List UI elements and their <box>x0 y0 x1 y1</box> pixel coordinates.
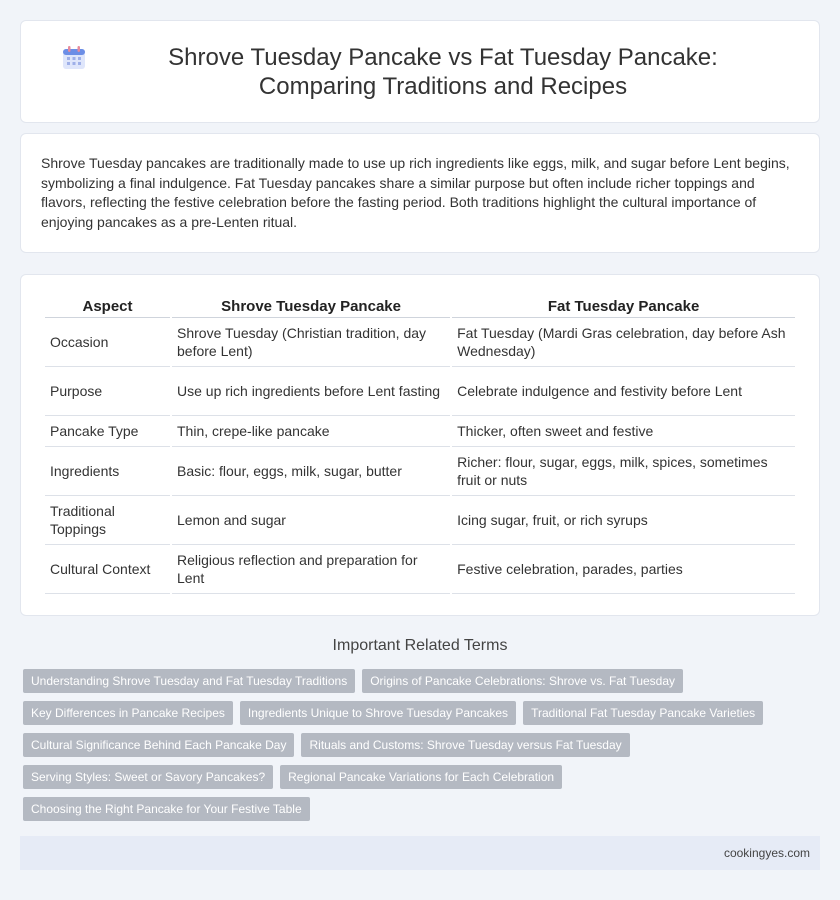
cell-shrove: Shrove Tuesday (Christian tradition, day before Lent) <box>172 318 450 367</box>
table-row <box>45 318 795 367</box>
footer-site-link[interactable]: cookingyes.com <box>723 846 810 860</box>
related-term-tag[interactable]: Ingredients Unique to Shrove Tuesday Pancakes <box>240 701 516 725</box>
header-shrove: Shrove Tuesday Pancake <box>172 295 450 318</box>
cell-aspect: Pancake Type <box>45 416 170 447</box>
related-term-tag[interactable]: Regional Pancake Variations for Each Celebration <box>280 765 562 789</box>
table-row <box>45 545 795 594</box>
cell-fat: Richer: flour, sugar, eggs, milk, spices, sometimes fruit or nuts <box>452 447 795 496</box>
title-card <box>20 20 820 123</box>
table-row <box>45 496 795 545</box>
related-term-tag[interactable]: Origins of Pancake Celebrations: Shrove vs. Fat Tuesday <box>362 669 683 693</box>
related-term-tag[interactable]: Traditional Fat Tuesday Pancake Varieties <box>523 701 763 725</box>
calendar-icon <box>61 45 87 71</box>
cell-shrove: Lemon and sugar <box>172 496 450 545</box>
related-term-tag[interactable]: Rituals and Customs: Shrove Tuesday versus Fat Tuesday <box>301 733 629 757</box>
table-header-row <box>45 295 795 318</box>
cell-aspect: Traditional Toppings <box>45 496 170 545</box>
table-row <box>45 416 795 447</box>
cell-shrove: Thin, crepe-like pancake <box>172 416 450 447</box>
intro-paragraph: Shrove Tuesday pancakes are traditionally made to use up rich ingredients like eggs, milk, and sugar before Lent begins, symbolizing a final indulgence. Fat Tuesday pancakes share a similar purpose but often include richer toppings and flavors, reflecting the festive celebration before the fasting period. Both traditions highlight the cultural importance of enjoying pancakes as a pre-Lenten ritual. <box>41 155 790 230</box>
related-term-tag[interactable]: Choosing the Right Pancake for Your Festive Table <box>23 797 310 821</box>
cell-aspect: Ingredients <box>45 447 170 496</box>
related-term-tag[interactable]: Cultural Significance Behind Each Pancake Day <box>23 733 294 757</box>
cell-aspect: Purpose <box>45 367 170 416</box>
cell-fat: Thicker, often sweet and festive <box>452 416 795 447</box>
intro-card <box>20 133 820 253</box>
comparison-card <box>20 274 820 616</box>
cell-fat: Celebrate indulgence and festivity before Lent <box>452 367 795 416</box>
cell-fat: Icing sugar, fruit, or rich syrups <box>452 496 795 545</box>
table-row <box>45 367 795 416</box>
related-term-tag[interactable]: Serving Styles: Sweet or Savory Pancakes? <box>23 765 273 789</box>
related-terms-list <box>23 669 823 829</box>
title-wrap <box>61 43 779 101</box>
related-term-tag[interactable]: Understanding Shrove Tuesday and Fat Tuesday Traditions <box>23 669 355 693</box>
cell-fat: Fat Tuesday (Mardi Gras celebration, day before Ash Wednesday) <box>452 318 795 367</box>
page-title: Shrove Tuesday Pancake vs Fat Tuesday Pancake: Comparing Traditions and Recipes <box>168 43 718 100</box>
table-row <box>45 447 795 496</box>
footer <box>20 836 820 870</box>
cell-aspect: Occasion <box>45 318 170 367</box>
related-terms-title: Important Related Terms <box>332 637 508 654</box>
cell-shrove: Basic: flour, eggs, milk, sugar, butter <box>172 447 450 496</box>
comparison-table <box>43 295 797 594</box>
header-fat: Fat Tuesday Pancake <box>452 295 795 318</box>
related-term-tag[interactable]: Key Differences in Pancake Recipes <box>23 701 233 725</box>
cell-fat: Festive celebration, parades, parties <box>452 545 795 594</box>
cell-shrove: Religious reflection and preparation for Lent <box>172 545 450 594</box>
cell-shrove: Use up rich ingredients before Lent fasting <box>172 367 450 416</box>
cell-aspect: Cultural Context <box>45 545 170 594</box>
header-aspect: Aspect <box>45 295 170 318</box>
